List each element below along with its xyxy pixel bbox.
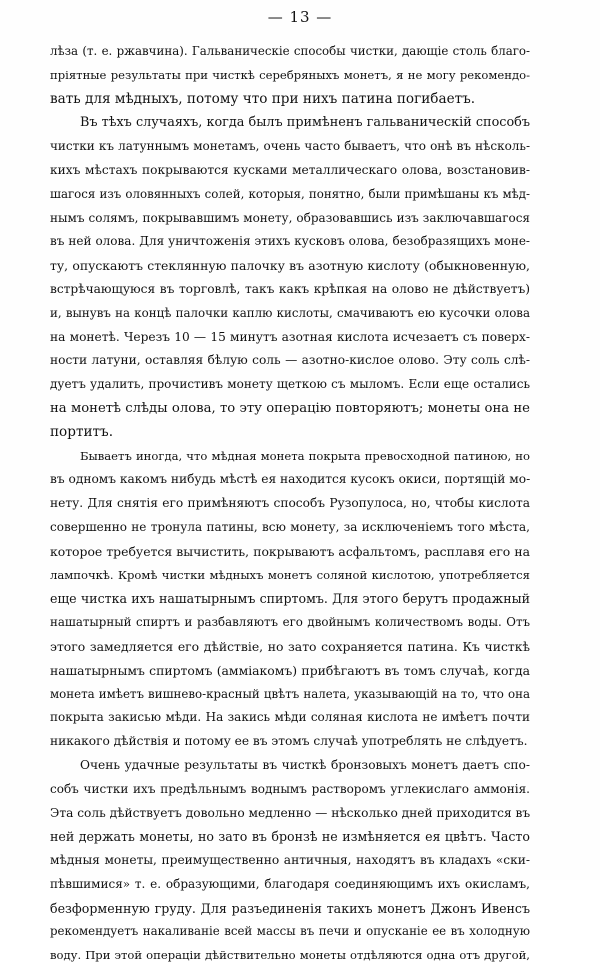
text-line: собъ чистки ихъ предѣльнымъ воднымъ растворомъ углекислаго аммонія. [50,781,530,796]
text-line: въ ней олова. Для уничтоженія этихъ кусковъ олова, безобразящихъ моне- [50,234,530,249]
text-line: совершенно не тронула патины, всю монету, за исключеніемъ того мѣста, [50,519,530,534]
body-text [50,40,530,968]
text-line: портитъ. [50,423,114,440]
text-line: ней держать монеты, но зато въ бронзѣ не измѣняется ея цвѣтъ. Часто [50,829,530,845]
text-line: лѣза (т. е. ржавчина). Гальваническіе способы чистки, дающіе столь благо- [50,44,530,58]
page-number: — 13 — [267,8,333,26]
text-line: ности латуни, оставляя бѣлую соль — азотно-кислое олово. Эту соль слѣ- [50,353,530,368]
text-line: на монетѣ слѣды олова, то эту операцію повторяютъ; монеты она не [50,400,530,416]
text-line: встрѣчающуюся въ торговлѣ, такъ какъ крѣпкая на олово не дѣйствуетъ) [50,281,530,296]
text-line: которое требуется вычистить, покрываютъ асфальтомъ, расплавя его на [50,543,530,559]
text-line: пріятные результаты при чисткѣ серебряныхъ монетъ, я не могу рекомендо- [50,67,530,82]
text-line: мѣдныя монеты, преимущественно античныя, находятъ въ кладахъ «ски- [50,853,530,868]
text-line: никакого дѣйствія и потому ее въ этомъ случаѣ употреблять не слѣдуетъ. [50,734,528,749]
text-line: и, вынувъ на концѣ палочки каплю кислоты, смачиваютъ ею кусочки олова [50,305,530,320]
text-line: нету. Для снятія его примѣняютъ способъ Рузопулоса, но, чтобы кислота [50,496,530,511]
text-line: на монетѣ. Черезъ 10 — 15 минутъ азотная кислота исчезаетъ съ поверх- [50,329,530,344]
text-line: монета имѣетъ вишнево-красный цвѣтъ налета, указывающій на то, что она [50,686,530,701]
text-line: пѣвшимися» т. е. образующими, благодаря соединяющимъ ихъ окисламъ, [50,876,530,891]
text-line: еще чистка ихъ нашатырнымъ спиртомъ. Для этого берутъ продажный [50,591,530,607]
text-line: этого замедляется его дѣйствіе, но зато сохраняется патина. Къ чисткѣ [50,638,530,654]
text-line: Очень удачные результаты въ чисткѣ бронзовыхъ монетъ даетъ спо- [80,757,530,772]
text-line: нашатырный спиртъ и разбавляютъ его двойнымъ количествомъ воды. Отъ [50,615,530,630]
text-line: покрыта закисью мѣди. На закись мѣди соляная кислота не имѣетъ почти [50,710,530,725]
text-line: воду. При этой операціи дѣйствительно монеты отдѣляются одна отъ другой, [50,948,530,963]
text-line: нымъ солямъ, покрывавшимъ монету, образовавшись изъ заключавшагося [50,210,530,225]
text-line: Бываетъ иногда, что мѣдная монета покрыта превосходной патиною, но [80,448,530,463]
text-line: въ одномъ какомъ нибудь мѣстѣ ея находится кусокъ окиси, портящій мо- [50,472,530,487]
text-line: нашатырнымъ спиртомъ (аммiакомъ) прибѣгаютъ въ томъ случаѣ, когда [50,662,530,678]
text-line: дуетъ удалить, прочистивъ монету щеткою съ мыломъ. Если еще остались [50,377,530,392]
text-line: ту, опускаютъ стеклянную палочку въ азотную кислоту (обыкновенную, [50,258,530,274]
text-line: Эта соль дѣйствуетъ довольно медленно — нѣсколько дней приходится въ [50,805,530,820]
text-line: безформенную груду. Для разъединенія такихъ монетъ Джонъ Ивенсъ [50,900,530,916]
text-line: кихъ мѣстахъ покрываются кусками металлическаго олова, возстановив- [50,162,530,177]
text-line: чистки къ латуннымъ монетамъ, очень часто бываетъ, что онѣ въ нѣсколь- [50,139,530,154]
text-line: вать для мѣдныхъ, потому что при нихъ патина погибаетъ. [50,90,476,107]
text-line: лампочкѣ. Кромѣ чистки мѣдныхъ монетъ соляной кислотою, употребляется [50,567,530,582]
text-line: рекомендуетъ накаливаніе всей массы въ печи и опусканіе ее въ холодную [50,924,530,939]
text-line: шагося изъ оловянныхъ солей, которыя, понятно, были примѣшаны къ мѣд- [50,186,530,201]
text-line: Въ тѣхъ случаяхъ, когда былъ примѣненъ гальваническій способъ [80,115,530,131]
